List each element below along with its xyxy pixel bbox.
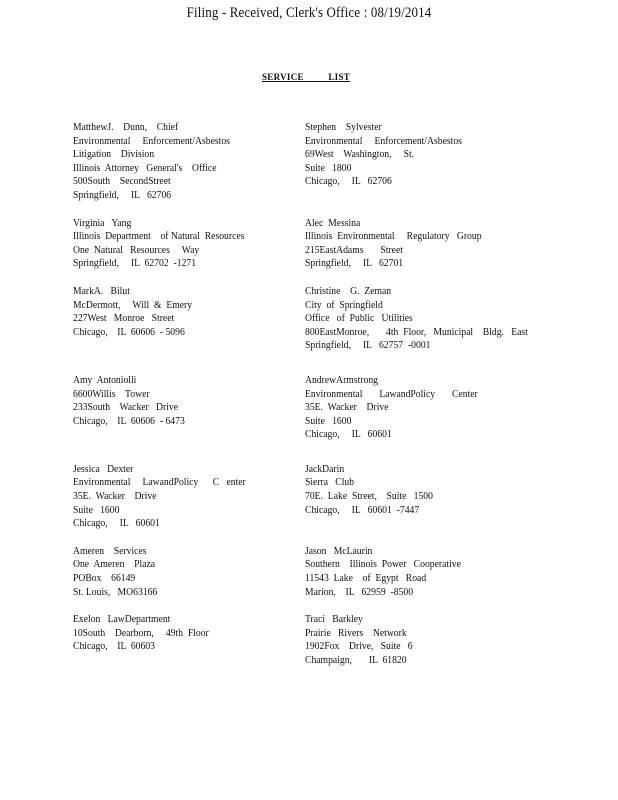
address-line: 500South SecondStreet (73, 176, 171, 188)
address-line: Illinois Department of Natural Resources (73, 231, 245, 243)
address-line: Springfield, IL 62701 (305, 258, 404, 270)
address-line: Litigation Division (73, 149, 155, 161)
address-block (305, 545, 537, 599)
address-line: Illinois Attorney General's Office (73, 162, 217, 174)
address-line: Suite 1800 (305, 162, 352, 174)
address-block (73, 545, 305, 599)
address-line: Suite 1600 (305, 415, 352, 427)
address-line: Chicago, IL 60601 -7447 (305, 504, 420, 516)
address-line: Exelon LawDepartment (73, 614, 171, 626)
address-block (73, 374, 305, 442)
address-line: Sierra Club (305, 477, 355, 489)
address-line: Champaign, IL 61820 (305, 655, 407, 666)
address-line: 6600Willis Tower (73, 388, 150, 400)
service-list-entries (73, 121, 593, 668)
address-line: 227West Monroe Street (73, 313, 175, 325)
address-line: 35E. Wacker Drive (73, 491, 157, 503)
address-line: 11543 Lake of Egypt Road (305, 573, 427, 585)
address-block (305, 374, 537, 442)
address-line: 1902Fox Drive, Suite 6 (305, 641, 413, 653)
address-line: City of Springfield (305, 299, 383, 311)
address-line: Marion, IL 62959 -8500 (305, 586, 414, 598)
address-line: One Natural Resources Way (73, 244, 200, 256)
address-line: Ameren Services (73, 545, 147, 557)
address-line: Chicago, IL 60606 - 6473 (73, 415, 185, 427)
address-line: Christine G. Zeman (305, 285, 392, 297)
address-block (73, 463, 305, 531)
service-list-row (73, 463, 593, 531)
address-line: Jason McLaurin (305, 545, 373, 557)
address-line: 35E. Wacker Drive (305, 402, 389, 414)
address-line: Springfield, IL 62702 -1271 (73, 258, 197, 270)
service-list-row (73, 545, 593, 599)
address-line: 233South Wacker Drive (73, 402, 179, 414)
address-block (73, 285, 305, 353)
address-line: Southern Illinois Power Cooperative (305, 559, 461, 571)
filing-header: Filing - Received, Clerk's Office : 08/19/2014 (186, 5, 432, 21)
address-line: Springfield, IL 62757 -0001 (305, 340, 431, 352)
service-list-row (73, 613, 593, 667)
address-line: Springfield, IL 62706 (73, 189, 172, 201)
address-line: St. Louis, MO63166 (73, 586, 158, 598)
address-block (73, 217, 305, 271)
address-line: Chicago, IL 60603 (73, 641, 156, 653)
address-line: One Ameren Plaza (73, 559, 156, 571)
service-list-title: SERVICE LIST (262, 72, 351, 82)
address-line: Office of Public Utilities (305, 313, 413, 325)
address-block (305, 285, 537, 353)
address-line: Stephen Sylvester (305, 122, 382, 133)
address-line: POBox 66149 (73, 573, 136, 585)
address-line: 69West Washington, St. (305, 149, 415, 161)
address-line: Prairie Rivers Network (305, 627, 407, 639)
address-line: 10South Dearborn, 49th Floor (73, 627, 209, 639)
address-line: MarkA. Bilut (73, 285, 130, 297)
address-line: 800EastMonroe, 4th Floor, Municipal Bldg. East (305, 326, 528, 338)
address-line: Illinois Environmental Regulatory Group (305, 231, 482, 243)
service-list-row (73, 374, 593, 442)
address-block (305, 613, 537, 667)
service-list-row (73, 285, 593, 353)
address-block (73, 121, 305, 203)
address-line: Environmental LawandPolicy C enter (73, 477, 246, 489)
address-line: McDermott, Will & Emery (73, 299, 193, 311)
address-block (305, 463, 537, 531)
address-line: Alec Messina (305, 217, 361, 229)
address-line: Suite 1600 (73, 504, 120, 516)
address-line: Jessica Dexter (73, 463, 134, 475)
address-line: 215EastAdams Street (305, 244, 403, 256)
address-line: Virginia Yang (73, 217, 132, 229)
address-line: Environmental Enforcement/Asbestos (305, 135, 462, 147)
address-line: MatthewJ. Dunn, Chief (73, 122, 179, 133)
address-block (305, 121, 537, 203)
address-line: Chicago, IL 62706 (305, 176, 392, 188)
address-line: Chicago, IL 60601 (73, 518, 160, 530)
address-line: Environmental LawandPolicy Center (305, 388, 478, 400)
address-block (73, 613, 305, 667)
address-line: Chicago, IL 60606 - 5096 (73, 326, 185, 338)
service-list-row (73, 121, 593, 203)
address-line: Amy Antoniolli (73, 374, 137, 386)
service-list-row (73, 217, 593, 271)
address-block (305, 217, 537, 271)
address-line: Environmental Enforcement/Asbestos (73, 135, 230, 147)
address-line: Chicago, IL 60601 (305, 429, 392, 441)
address-line: AndrewArmstrong (305, 374, 378, 386)
address-line: JackDarin (305, 463, 345, 475)
address-line: Traci Barkley (305, 614, 363, 626)
address-line: 70E. Lake Street, Suite 1500 (305, 491, 433, 503)
